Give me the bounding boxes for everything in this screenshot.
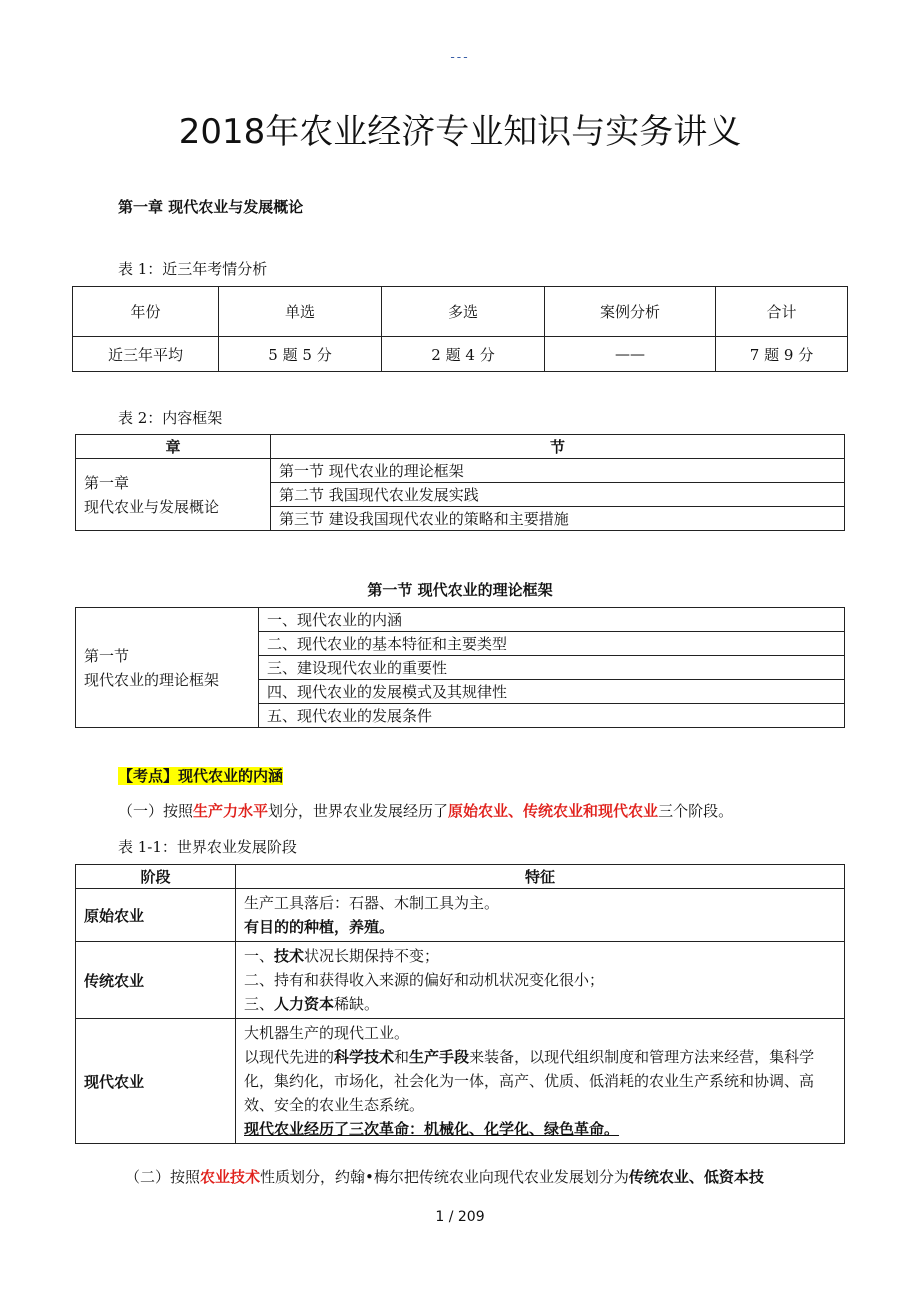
header-multi: 多选 — [382, 287, 545, 337]
section-label-cell — [76, 608, 259, 728]
para2-prefix: （二）按照 — [125, 1168, 201, 1186]
header-section: 节 — [271, 435, 845, 459]
feature-line — [244, 944, 836, 968]
outline-item: 二、现代农业的基本特征和主要类型 — [259, 632, 845, 656]
paragraph-stages — [118, 800, 733, 821]
agriculture-stages-table — [75, 864, 845, 1144]
bold-term: 技术 — [274, 947, 305, 965]
feature-line — [244, 992, 836, 1016]
chapter-cell — [76, 459, 271, 531]
para1-highlight1: 生产力水平 — [193, 802, 269, 820]
header-feature: 特征 — [236, 865, 845, 889]
feature-line: 生产工具落后：石器、木制工具为主。 — [244, 894, 500, 912]
cell-single: 5 题 5 分 — [219, 337, 382, 372]
cell-year: 近三年平均 — [73, 337, 219, 372]
para2-mid: 性质划分，约翰•梅尔把传统农业向现代农业发展划分为 — [260, 1168, 629, 1186]
header-case: 案例分析 — [545, 287, 716, 337]
text-run: 状况长期保持不变； — [304, 947, 440, 965]
stage-modern: 现代农业 — [76, 1019, 236, 1144]
content-framework-table — [75, 434, 845, 531]
section-heading: 第一节 现代农业的理论框架 — [367, 581, 553, 599]
stage-traditional: 传统农业 — [76, 942, 236, 1019]
feature-line — [244, 1045, 836, 1117]
section-outline-table — [75, 607, 845, 728]
para1-mid: 划分，世界农业发展经历了 — [268, 802, 449, 820]
section-label-line2: 现代农业的理论框架 — [84, 670, 220, 689]
chapter-label-line1: 第一章 — [84, 473, 130, 492]
feature-primitive — [236, 889, 845, 942]
stage-primitive: 原始农业 — [76, 889, 236, 942]
key-point-text: 【考点】现代农业的内涵 — [118, 767, 284, 785]
chapter-label-line2: 现代农业与发展概论 — [84, 497, 220, 516]
section-row: 第一节 现代农业的理论框架 — [271, 459, 845, 483]
header-stage: 阶段 — [76, 865, 236, 889]
outline-item: 五、现代农业的发展条件 — [259, 704, 845, 728]
section-label-line1: 第一节 — [84, 646, 130, 665]
outline-item: 三、建设现代农业的重要性 — [259, 656, 845, 680]
text-run: 以现代先进的 — [244, 1048, 335, 1066]
feature-line: 现代农业经历了三次革命：机械化、化学化、绿色革命。 — [244, 1120, 620, 1138]
chapter-heading: 第一章 现代农业与发展概论 — [118, 198, 304, 216]
bold-term: 科学技术 — [334, 1048, 395, 1066]
key-point-heading — [118, 765, 283, 786]
feature-line: 大机器生产的现代工业。 — [244, 1024, 410, 1042]
outline-item: 一、现代农业的内涵 — [259, 608, 845, 632]
para1-prefix: （一）按照 — [118, 802, 194, 820]
document-title: 2018年农业经济专业知识与实务讲义 — [178, 112, 742, 152]
text-run: 来装备，以现代组织制度和管理方法来经营，集科学化，集约化，市场化，社会化为一体，高产、优质、低消耗的农业生产系统和协调、高效、安全的农业生态系统。 — [244, 1048, 815, 1114]
text-run: 三、 — [244, 995, 275, 1013]
header-mark: --- — [450, 50, 470, 65]
feature-line: 二、持有和获得收入来源的偏好和动机状况变化很小； — [244, 971, 605, 989]
header-total: 合计 — [716, 287, 848, 337]
text-run: 和 — [394, 1048, 410, 1066]
cell-case: —— — [545, 337, 716, 372]
table3-caption: 表 1-1：世界农业发展阶段 — [118, 838, 297, 856]
cell-multi: 2 题 4 分 — [382, 337, 545, 372]
exam-analysis-table — [72, 286, 848, 372]
section-row: 第二节 我国现代农业发展实践 — [271, 483, 845, 507]
feature-traditional — [236, 942, 845, 1019]
text-run: 稀缺。 — [334, 995, 380, 1013]
bold-term: 人力资本 — [274, 995, 335, 1013]
para2-highlight: 农业技术 — [200, 1168, 261, 1186]
feature-line: 有目的的种植，养殖。 — [244, 918, 395, 936]
outline-item: 四、现代农业的发展模式及其规律性 — [259, 680, 845, 704]
section-row: 第三节 建设我国现代农业的策略和主要措施 — [271, 507, 845, 531]
para1-highlight2: 原始农业、传统农业和现代农业 — [448, 802, 659, 820]
table1-caption: 表 1：近三年考情分析 — [118, 260, 268, 278]
para1-suffix: 三个阶段。 — [658, 802, 734, 820]
paragraph-technology — [125, 1166, 764, 1187]
cell-total: 7 题 9 分 — [716, 337, 848, 372]
text-run: 一、 — [244, 947, 275, 965]
table2-caption: 表 2：内容框架 — [118, 409, 223, 427]
feature-modern — [236, 1019, 845, 1144]
header-single: 单选 — [219, 287, 382, 337]
header-year: 年份 — [73, 287, 219, 337]
page-number: 1 / 209 — [435, 1209, 485, 1225]
para2-bold: 传统农业、低资本技 — [628, 1168, 764, 1186]
header-chapter: 章 — [76, 435, 271, 459]
bold-term: 生产手段 — [409, 1048, 470, 1066]
